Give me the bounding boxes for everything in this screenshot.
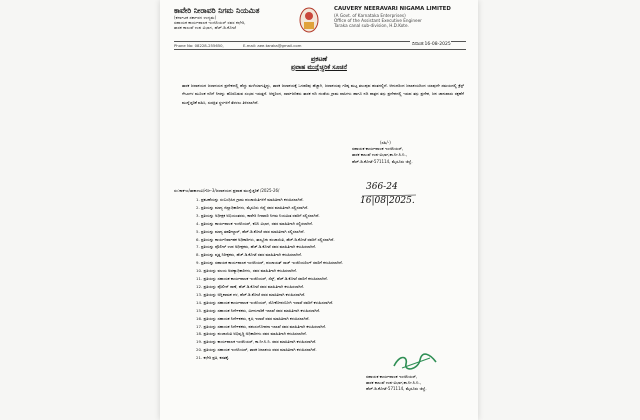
list-item: 8. ಪ್ರತಿಯನ್ನು ವೃತ್ತ ನಿರೀಕ್ಷಕರು, ಹೆಚ್.ಡಿ.ಕೋಟೆ ರವರ ಮಾಹಿತಿಗಾಗಿ ಕಳುಹಿಸಲಾಗಿದೆ.	[196, 252, 302, 258]
signature-scribble-icon	[390, 352, 440, 372]
sign-text: (ಸಹಿ/-)	[380, 140, 391, 145]
list-item: 4. ಪ್ರತಿಯನ್ನು ಕಾರ್ಯಪಾಲಕ ಇಂಜಿನಿಯರ್, ಕಬಿನಿ ವಿಭಾಗ, ರವರ ಮಾಹಿತಿಗಾಗಿ ಸಲ್ಲಿಸಲಾಗಿದೆ.	[196, 220, 314, 226]
notice-page	[160, 0, 478, 420]
list-item: 19. ಪ್ರತಿಯನ್ನು ಕಾರ್ಯಪಾಲಕ ಇಂಜಿನಿಯರ್, ಕಾ.ನೀ.ನಿ.ನಿ. ರವರ ಮಾಹಿತಿಗಾಗಿ ಕಳುಹಿಸಲಾಗಿದೆ.	[196, 339, 317, 345]
signatory-office: ತಾರಕ ಕಾಲುವೆ ಉಪ-ವಿಭಾಗ,ಕಾ.ನೀ.ನಿ.ನಿ.,	[352, 152, 408, 158]
list-item: 16. ಪ್ರತಿಯನ್ನು ಸಹಾಯಕ ನಿರ್ದೇಶಕರು, ಕೃಷಿ ಇಲಾಖೆ ರವರ ಮಾಹಿತಿಗಾಗಿ ಕಳುಹಿಸಲಾಗಿದೆ.	[196, 315, 310, 321]
list-item: 12. ಪ್ರತಿಯನ್ನು ಪೊಲೀಸ್ ಠಾಣೆ, ಹೆಚ್.ಡಿ.ಕೋಟೆ ರವರ ಮಾಹಿತಿಗಾಗಿ ಕಳುಹಿಸಲಾಗಿದೆ.	[196, 283, 305, 289]
list-item: 3. ಪ್ರತಿಯನ್ನು ಅಧೀಕ್ಷಕ ಅಭಿಯಂತರರು, ಕಾವೇರಿ ನೀರಾವರಿ ನಿಗಮ ನಿಯಮಿತ ರವರಿಗೆ ಸಲ್ಲಿಸಲಾಗಿದೆ.	[196, 212, 320, 218]
list-item: 10. ಪ್ರತಿಯನ್ನು ವಲಯ ಅರಣ್ಯಾಧಿಕಾರಿಗಳು, ರವರ ಮಾಹಿತಿಗಾಗಿ ಕಳುಹಿಸಲಾಗಿದೆ.	[196, 268, 298, 274]
signature-block-bottom	[366, 374, 476, 393]
org-line: Office of the Assistant Executive Engineer	[334, 18, 422, 23]
list-item: 5. ಪ್ರತಿಯನ್ನು ಮಾನ್ಯ ತಹಶೀಲ್ದಾರ್, ಹೆಚ್.ಡಿ.ಕೋಟೆ ರವರ ಮಾಹಿತಿಗಾಗಿ ಸಲ್ಲಿಸಲಾಗಿದೆ.	[196, 228, 305, 234]
list-item: 13. ಪ್ರತಿಯನ್ನು ಅಗ್ನಿಶಾಮಕ ದಳ, ಹೆಚ್.ಡಿ.ಕೋಟೆ ರವರ ಮಾಹಿತಿಗಾಗಿ ಕಳುಹಿಸಲಾಗಿದೆ.	[196, 291, 306, 297]
org-line: ಸಹಾಯಕ ಕಾರ್ಯಪಾಲಕ ಇಂಜಿನಿಯರ್ ರವರ ಕಛೇರಿ,	[174, 20, 246, 25]
org-line: (A Govt. of Karnataka Enterprises)	[334, 13, 406, 18]
list-item: 7. ಪ್ರತಿಯನ್ನು ಪೊಲೀಸ್ ಉಪ ಅಧೀಕ್ಷಕರು, ಹೆಚ್.ಡಿ.ಕೋಟೆ ರವರ ಮಾಹಿತಿಗಾಗಿ ಕಳುಹಿಸಲಾಗಿದೆ.	[196, 244, 317, 250]
list-item: 20. ಪ್ರತಿಯನ್ನು ಸಹಾಯಕ ಇಂಜಿನಿಯರ್, ತಾರಕ ಜಲಾಶಯ ರವರ ಮಾಹಿತಿಗಾಗಿ ಕಳುಹಿಸಲಾಗಿದೆ.	[196, 347, 317, 353]
copy-to-list	[196, 196, 468, 362]
signatory-office: ತಾರಕ ಕಾಲುವೆ ಉಪ-ವಿಭಾಗ,ಕಾ.ನೀ.ನಿ.ನಿ.,	[366, 380, 422, 386]
notice-date: ದಿನಾಂಕ:16-08-2025	[412, 42, 451, 47]
email-address: E-mail: aee.taraka@gmail.com	[243, 43, 302, 48]
signatory-designation: ಸಹಾಯಕ ಕಾರ್ಯಪಾಲಕ ಇಂಜಿನಿಯರ್,	[352, 146, 404, 152]
org-name-english: CAUVERY NEERAVARI NIGAMA LIMITED	[334, 6, 451, 12]
list-item: 1. ಪ್ರಕಟಣೆಯನ್ನು ಸಂಬಂಧಿಸಿದ ಗ್ರಾಮ ಪಂಚಾಯಿತಿಗಳಿಗೆ ಮಾಹಿತಿಗಾಗಿ ಕಳುಹಿಸಲಾಗಿದೆ.	[196, 197, 304, 202]
emblem-logo-icon	[298, 6, 320, 34]
signature-block	[352, 140, 462, 165]
list-item: 6. ಪ್ರತಿಯನ್ನು ಕಾರ್ಯನಿರ್ವಾಹಕ ಅಧಿಕಾರಿಗಳು, ತಾಲ್ಲೂಕು ಪಂಚಾಯಿತಿ, ಹೆಚ್.ಡಿ.ಕೋಟೆ ರವರಿಗೆ ಸಲ್ಲಿಸಲಾಗಿದೆ.	[196, 236, 335, 242]
list-item: 11. ಪ್ರತಿಯನ್ನು ಸಹಾಯಕ ಕಾರ್ಯಪಾಲಕ ಇಂಜಿನಿಯರ್, ಸೆಸ್ಕ್, ಹೆಚ್.ಡಿ.ಕೋಟೆ ರವರಿಗೆ ಕಳುಹಿಸಲಾಗಿದೆ.	[196, 276, 328, 282]
phone-number: Phone No: 08228-255650,	[174, 43, 224, 48]
stamp-number: 366-24	[366, 182, 398, 192]
list-item: 2. ಪ್ರತಿಯನ್ನು ಮಾನ್ಯ ಜಿಲ್ಲಾಧಿಕಾರಿಗಳು, ಮೈಸೂರು ಜಿಲ್ಲೆ ರವರ ಮಾಹಿತಿಗಾಗಿ ಸಲ್ಲಿಸಲಾಗಿದೆ.	[196, 204, 309, 210]
notice-body: ತಾರಕ ಜಲಾಶಯದ ಜಲಾನಯನ ಪ್ರದೇಶದಲ್ಲಿ ಹೆಚ್ಚು ಮಳೆಯಾಗುತ್ತಿದ್ದು, ತಾರಕ ಜಲಾಶಯಕ್ಕೆ ಒಳಹರಿವು ಹೆಚ್ಚಾಗಿ, ಜಲಾಶಯವು ಗರಿಷ್ಠ ಮಟ್ಟ ತಲುಪುವ ಹಂತದಲ್ಲಿದೆ. ಆದುದರಿಂದ ಜಲಾಶಯದಿಂದ ಯಾವುದೇ ಸಮಯದಲ್ಲಿ ಕ್ರೆಸ್ಟ್ ಗೇಟುಗಳ ಮೂಲಕ ನದಿಗೆ ನೀರನ್ನು ಹೊರಬಿಡುವ ಸಂಭವ ಇರುತ್ತದೆ. ಆದ್ದರಿಂದ, ಸಾರ್ವಜನಿಕರು ತಾರಕ ನದಿ ದಂಡೆಯ ಗ್ರಾಮ ವಾಸಿಗಳು ಹಾಗೂ ನದಿ ಪಾತ್ರದ ತಗ್ಗು ಪ್ರದೇಶದಲ್ಲಿ ಇರುವ ತಗ್ಗು ಪ್ರದೇಶ, ಜನ ಜಾನುವಾರು ರಕ್ಷಣೆಗೆ ಮುನ್ನೆಚ್ಚರಿಕೆ ವಹಿಸಿ, ಸುರಕ್ಷಿತ ಸ್ಥಳಗಳಿಗೆ ತೆರಳಲು ತಿಳಿಸಲಾಗಿದೆ.	[182, 83, 464, 105]
stamp-date: 16|08|2025.	[360, 196, 415, 206]
header-kannada	[174, 6, 294, 30]
signatory-address: ಹೆಚ್.ಡಿ.ಕೋಟೆ-571114, ಮೈಸೂರು ಜಿಲ್ಲೆ.	[366, 386, 427, 392]
org-line: ತಾರಕ ಕಾಲುವೆ ಉಪ ವಿಭಾಗ, ಹೆಚ್.ಡಿ.ಕೋಟೆ	[174, 25, 237, 30]
org-line: (ಕರ್ನಾಟಕ ಸರ್ಕಾರದ ಉದ್ಯಮ)	[174, 15, 217, 20]
signatory-designation: ಸಹಾಯಕ ಕಾರ್ಯಪಾಲಕ ಇಂಜಿನಿಯರ್,	[366, 374, 418, 379]
list-item: 18. ಪ್ರತಿಯನ್ನು ಪಂಚಾಯಿತಿ ಅಭಿವೃದ್ಧಿ ಅಧಿಕಾರಿಗಳು ರವರ ಮಾಹಿತಿಗಾಗಿ ಕಳುಹಿಸಲಾಗಿದೆ.	[196, 331, 307, 337]
signatory-address: ಹೆಚ್.ಡಿ.ಕೋಟೆ-571114, ಮೈಸೂರು ಜಿಲ್ಲೆ.	[352, 158, 413, 164]
notice-subtitle: ಪ್ರವಾಹ ಮುನ್ನೆಚ್ಚರಿಕೆ ಸೂಚನೆ	[291, 64, 347, 71]
notice-title: ಪ್ರಕಟಣೆ	[310, 55, 328, 63]
list-item: 9. ಪ್ರತಿಯನ್ನು ಸಹಾಯಕ ಕಾರ್ಯಪಾಲಕ ಇಂಜಿನಿಯರ್, ಪಂಚಾಯತ್ ರಾಜ್ ಇಂಜಿನಿಯರಿಂಗ್ ರವರಿಗೆ ಕಳುಹಿಸಲಾಗಿದೆ.	[196, 260, 343, 266]
reference-number: ಸಂ:ಕಾಕಇಂ/ತಾಕಾಉವಿ/ಗೋ-3/ಜಲಾಶಯದ ಪ್ರವಾಹ ಮುನ್ನೆಚ್ಚರಿಕೆ /2025-26/	[174, 188, 280, 193]
list-item: 15. ಪ್ರತಿಯನ್ನು ಸಹಾಯಕ ನಿರ್ದೇಶಕರು, ಮೀನುಗಾರಿಕೆ ಇಲಾಖೆ ರವರ ಮಾಹಿತಿಗಾಗಿ ಕಳುಹಿಸಲಾಗಿದೆ.	[196, 307, 321, 313]
org-line: Taraka canal sub-division, H.D.Kote.	[334, 23, 409, 28]
org-name-kannada: ಕಾವೇರಿ ನೀರಾವರಿ ನಿಗಮ ನಿಯಮಿತ	[174, 6, 260, 15]
list-item: 17. ಪ್ರತಿಯನ್ನು ಸಹಾಯಕ ನಿರ್ದೇಶಕರು, ಪಶುಸಂಗೋಪನಾ ಇಲಾಖೆ ರವರ ಮಾಹಿತಿಗಾಗಿ ಕಳುಹಿಸಲಾಗಿದೆ.	[196, 323, 327, 329]
list-item: 14. ಪ್ರತಿಯನ್ನು ಸಹಾಯಕ ಕಾರ್ಯಪಾಲಕ ಇಂಜಿನಿಯರ್, ಲೋಕೋಪಯೋಗಿ ಇಲಾಖೆ ರವರಿಗೆ ಕಳುಹಿಸಲಾಗಿದೆ.	[196, 299, 334, 305]
list-item: 21. ಕಛೇರಿ ಪ್ರತಿ, ಕಡತಕ್ಕೆ.	[196, 355, 230, 361]
header-english	[334, 6, 474, 28]
